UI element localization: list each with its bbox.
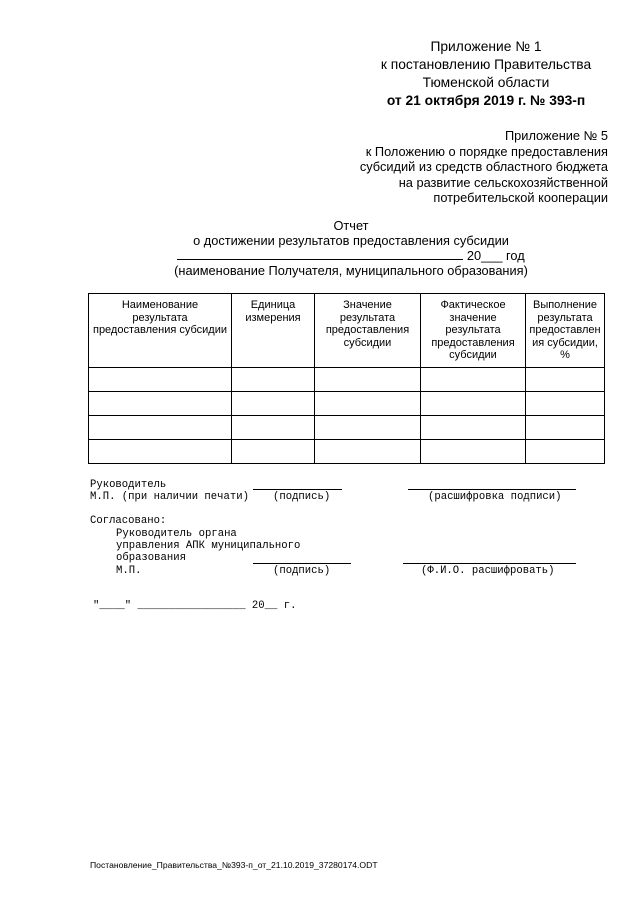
table-cell xyxy=(421,440,526,464)
approval-heading: Согласовано: xyxy=(90,515,167,527)
header-line: Единица xyxy=(250,299,296,311)
recipient-blank xyxy=(177,259,463,260)
results-table xyxy=(88,293,605,464)
table-cell xyxy=(315,368,421,392)
table-cell xyxy=(315,440,421,464)
footer-file-name: Постановление_Правительства_№393-п_от_21.10.2019_37280174.ODT xyxy=(90,860,378,870)
decree-appendix-block xyxy=(366,38,606,110)
table-cell xyxy=(526,416,605,440)
table-cell xyxy=(421,368,526,392)
table-cell xyxy=(89,392,232,416)
approval-role-line: Руководитель органа xyxy=(116,528,237,540)
table-cell xyxy=(315,392,421,416)
head-stamp-note: М.П. (при наличии печати) xyxy=(90,491,249,503)
table-row xyxy=(89,440,605,464)
regulation-appendix-line: потребительской кооперации xyxy=(433,190,608,206)
table-cell xyxy=(89,368,232,392)
table-cell xyxy=(526,392,605,416)
head-transcript-caption: (расшифровка подписи) xyxy=(428,491,562,503)
head-role-label: Руководитель xyxy=(90,479,167,491)
header-line: Наименование xyxy=(121,299,199,311)
head-transcript-line xyxy=(408,489,576,490)
approval-stamp-note: М.П. xyxy=(116,565,142,577)
header-line: субсидии xyxy=(343,336,392,349)
column-header-completion-percent xyxy=(526,294,605,368)
decree-appendix-region: Тюменской области xyxy=(422,75,550,90)
column-header-unit xyxy=(232,294,315,368)
table-cell xyxy=(232,416,315,440)
report-heading xyxy=(100,218,602,278)
approval-role-line: образования xyxy=(116,552,186,564)
approval-role-line: управления АПК муниципального xyxy=(116,540,301,552)
header-line: результата xyxy=(537,311,593,324)
report-year: 20___ год xyxy=(466,248,525,263)
table-cell xyxy=(421,392,526,416)
decree-appendix-number: Приложение № 1 xyxy=(430,39,542,54)
table-cell xyxy=(89,440,232,464)
header-line: % xyxy=(560,349,570,362)
decree-appendix-date-number: от 21 октября 2019 г. № 393-п xyxy=(386,93,586,108)
column-header-result-name xyxy=(89,294,232,368)
regulation-appendix-line: субсидий из средств областного бюджета xyxy=(359,159,608,175)
header-line: результата xyxy=(132,311,188,324)
regulation-appendix-line: к Положению о порядке предоставления xyxy=(365,143,608,159)
regulation-appendix-block xyxy=(300,128,608,206)
report-subtitle: о достижении результатов предоставления субсидии xyxy=(193,233,509,248)
regulation-appendix-line: на развитие сельскохозяйственной xyxy=(398,174,608,190)
table-row xyxy=(89,368,605,392)
table-header-row xyxy=(89,294,605,368)
header-line: Значение xyxy=(343,299,392,311)
table-cell xyxy=(89,416,232,440)
header-line: предоставления xyxy=(431,336,515,349)
approval-name-caption: (Ф.И.О. расшифровать) xyxy=(421,565,555,577)
decree-appendix-reference: к постановлению Правительства xyxy=(380,57,592,72)
table-row xyxy=(89,392,605,416)
header-line: Фактическое xyxy=(440,299,506,311)
header-line: предоставления xyxy=(325,324,410,337)
head-signature-line xyxy=(253,489,342,490)
table-cell xyxy=(232,368,315,392)
header-line: субсидии xyxy=(449,349,497,362)
table-cell xyxy=(421,416,526,440)
header-line: предоставлен xyxy=(529,324,601,337)
table-cell xyxy=(526,440,605,464)
approval-name-line xyxy=(403,563,576,564)
regulation-appendix-number: Приложение № 5 xyxy=(504,128,608,143)
header-line: измерения xyxy=(245,311,301,324)
report-title: Отчет xyxy=(333,218,369,233)
recipient-line xyxy=(100,248,602,263)
table-cell xyxy=(232,440,315,464)
header-line: результата xyxy=(445,324,501,337)
date-line: "____" _________________ 20__ г. xyxy=(93,600,297,612)
approval-signature-caption: (подпись) xyxy=(273,565,331,577)
header-line: значение xyxy=(449,311,497,324)
table-cell xyxy=(315,416,421,440)
approval-signature-line xyxy=(253,563,351,564)
header-line: Выполнение xyxy=(532,299,598,311)
column-header-actual-value xyxy=(421,294,526,368)
table-cell xyxy=(232,392,315,416)
head-signature-caption: (подпись) xyxy=(273,491,331,503)
table-row xyxy=(89,416,605,440)
column-header-planned-value xyxy=(315,294,421,368)
header-line: предоставления субсидии xyxy=(92,324,228,337)
header-line: результата xyxy=(339,311,396,324)
table-cell xyxy=(526,368,605,392)
recipient-caption: (наименование Получателя, муниципального образования) xyxy=(174,263,528,278)
header-line: ия субсидии, xyxy=(532,336,598,349)
